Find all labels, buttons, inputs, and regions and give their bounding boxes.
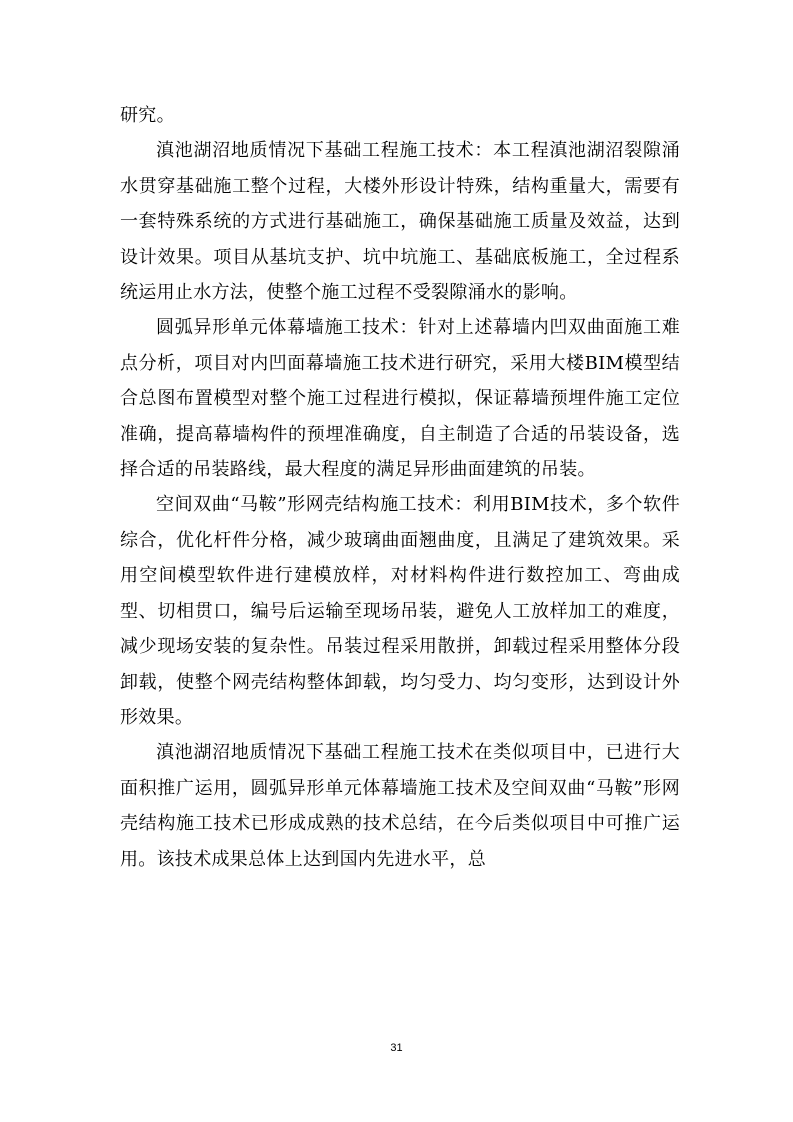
paragraph-saddle-shell-technique: 空间双曲“马鞍”形网壳结构施工技术：利用BIM技术，多个软件综合，优化杆件分格，减少玻璃曲面翘曲度，且满足了建筑效果。采用空间模型软件进行建模放样，对材料构件进行数控加工、弯曲成型、切相贯口，编号后运输至现场吊装，避免人工放样加工的难度，减少现场安装的复杂性。吊装过程采用散拼，卸载过程采用整体分段卸载，使整个网壳结构整体卸载，均匀受力、均匀变形，达到设计外形效果。: [120, 494, 680, 728]
body-text: [120, 98, 680, 877]
paragraph-continuation: 研究。: [120, 105, 175, 126]
paragraph-summary: 滇池湖沼地质情况下基础工程施工技术在类似项目中，已进行大面积推广运用，圆弧异形单元体幕墙施工技术及空间双曲“马鞍”形网壳结构施工技术已形成成熟的技术总结，在今后类似项目中可推广运用。该技术成果总体上达到国内先进水平，总: [120, 742, 680, 870]
paragraph-curtain-wall-technique: 圆弧异形单元体幕墙施工技术：针对上述幕墙内凹双曲面施工难点分析，项目对内凹面幕墙施工技术进行研究，采用大楼BIM模型结合总图布置模型对整个施工过程进行模拟，保证幕墙预埋件施工定位准确，提高幕墙构件的预埋准确度，自主制造了合适的吊装设备，选择合适的吊装路线，最大程度的满足异形曲面建筑的吊装。: [120, 317, 680, 481]
paragraph-foundation-technique: 滇池湖沼地质情况下基础工程施工技术：本工程滇池湖沼裂隙涌水贯穿基础施工整个过程，大楼外形设计特殊，结构重量大，需要有一套特殊系统的方式进行基础施工，确保基础施工质量及效益，达到设计效果。项目从基坑支护、坑中坑施工、基础底板施工，全过程系统运用止水方法，使整个施工过程不受裂隙涌水的影响。: [120, 140, 680, 304]
page-number: 31: [390, 1042, 403, 1054]
